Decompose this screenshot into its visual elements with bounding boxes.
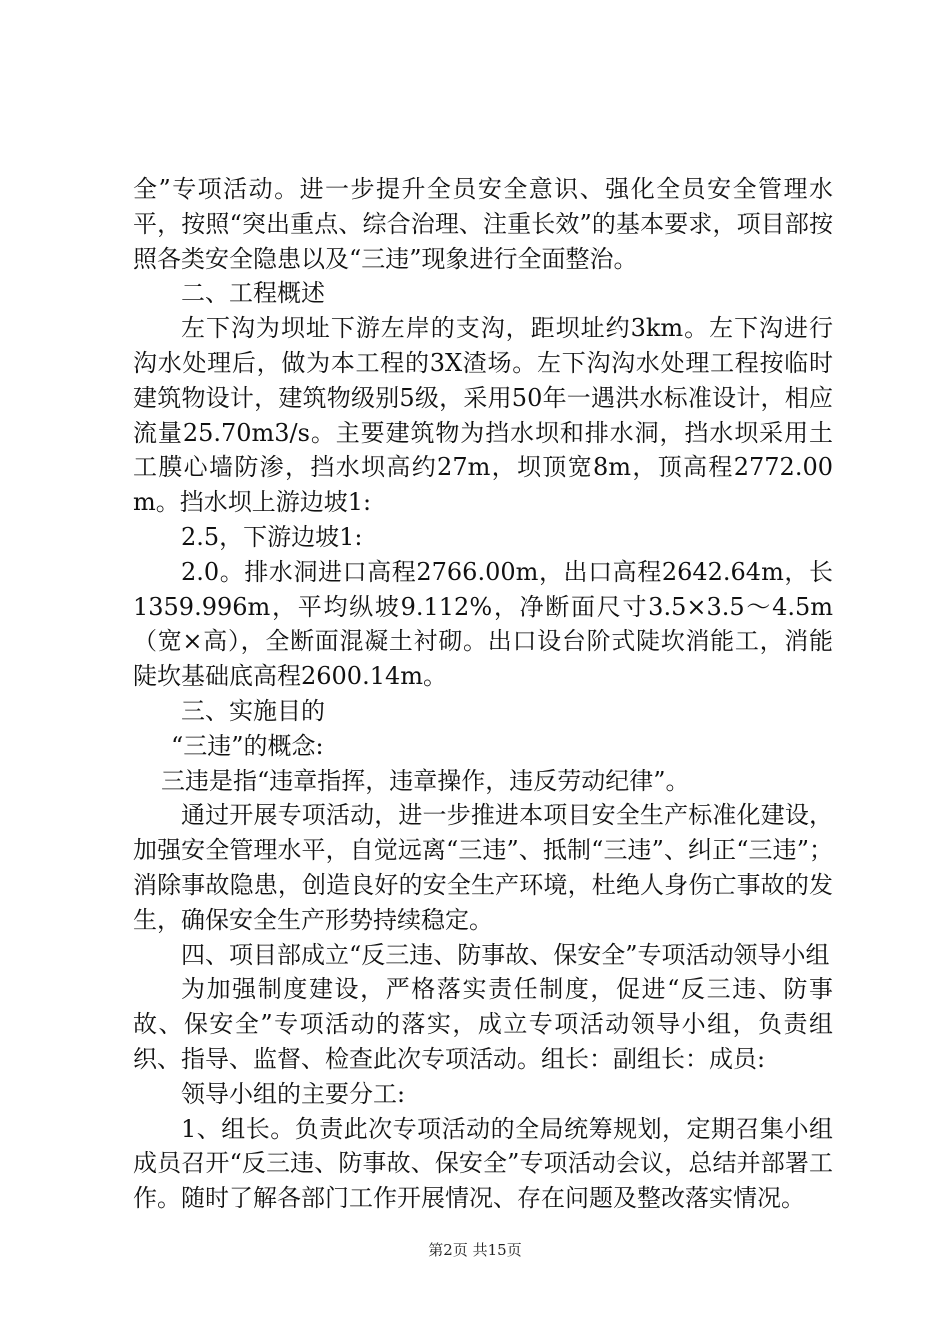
paragraph-project-overview: 左下沟为坝址下游左岸的支沟，距坝址约3km。左下沟进行沟水处理后，做为本工程的3X渣场。左下沟沟水处理工程按临时建筑物设计，建筑物级别5级，采用50年一遇洪水标准设计，相应流量25.70m3/s。主要建筑物为挡水坝和排水洞，挡水坝采用土工膜心墙防渗，挡水坝高约27m，坝顶宽8m，顶高程2772.00m。挡水坝上游边坡1: — [133, 314, 833, 517]
paragraph-intro-continuation: 全”专项活动。进一步提升全员安全意识、强化全员安全管理水平，按照“突出重点、综合治理、注重长效”的基本要求，项目部按照各类安全隐患以及“三违”现象进行全面整治。 — [133, 175, 833, 273]
section-heading-project-overview: 二、工程概述 — [181, 279, 325, 308]
paragraph-concept-heading: “三违”的概念: — [171, 731, 324, 760]
paragraph-group-leader-duty: 1、组长。负责此次专项活动的全局统筹规划，定期召集小组成员召开“反三违、防事故、保安全”专项活动会议，总结并部署工作。随时了解各部门工作开展情况、存在问题及整改落实情况。 — [133, 1114, 833, 1213]
section-heading-purpose: 三、实施目的 — [181, 696, 325, 725]
paragraph-slope-ratio: 2.5，下游边坡1: — [181, 522, 363, 551]
paragraph-leadership-group: 为加强制度建设，严格落实责任制度，促进“反三违、防事故、保安全”专项活动的落实，成立专项活动领导小组，负责组织、指导、监督、检查此次专项活动。组长：副组长：成员: — [133, 975, 833, 1073]
paragraph-division-heading: 领导小组的主要分工: — [181, 1079, 406, 1108]
document-body — [133, 172, 833, 1216]
paragraph-drainage-tunnel: 2.0。排水洞进口高程2766.00m，出口高程2642.64m，长1359.996m，平均纵坡9.112%，净断面尺寸3.5×3.5～4.5m（宽×高），全断面混凝土衬砌。出口设台阶式陡坎消能工，消能陡坎基础底高程2600.14m。 — [133, 557, 833, 691]
section-heading-leadership-group: 四、项目部成立“反三违、防事故、保安全”专项活动领导小组 — [181, 940, 830, 969]
paragraph-purpose-detail: 通过开展专项活动，进一步推进本项目安全生产标准化建设，加强安全管理水平，自觉远离“三违”、抵制“三违”、纠正“三违”；消除事故隐患，创造良好的安全生产环境，杜绝人身伤亡事故的发生，确保安全生产形势持续稳定。 — [133, 801, 833, 934]
paragraph-concept-definition: 三违是指“违章指挥，违章操作，违反劳动纪律”。 — [161, 766, 690, 795]
page-number-footer: 第2页 共15页 — [428, 1241, 522, 1259]
